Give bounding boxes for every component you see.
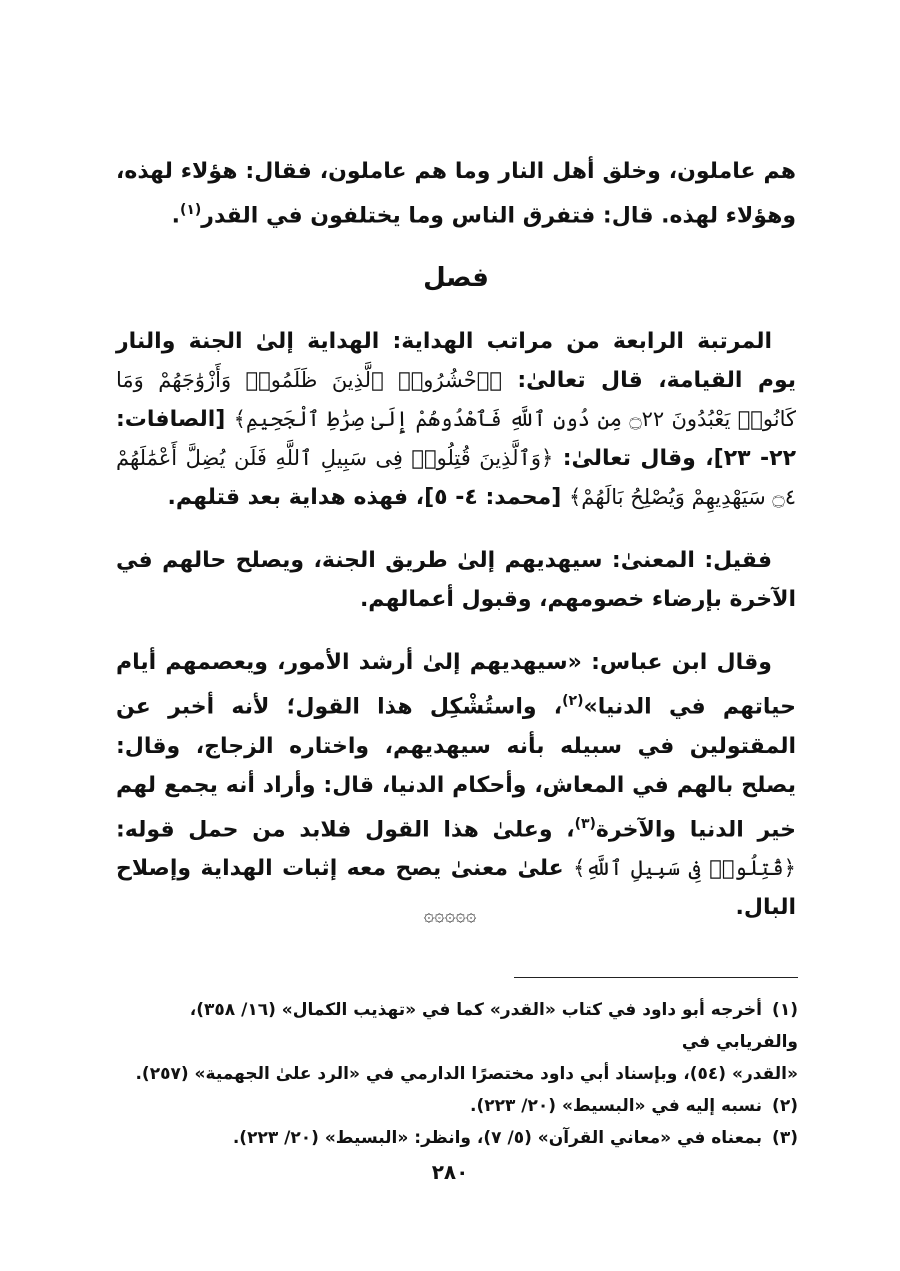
paragraph-2-text-b: [الصافات: ٢٢- ٢٣]، وقال تعالىٰ: — [116, 407, 797, 472]
footnote-1 — [116, 994, 798, 1058]
section-ornament: ۞۞۞۞۞ — [423, 905, 477, 926]
paragraph-4-text-c: ، وعلىٰ هذا القول فلابد من حمل قوله: — [116, 816, 575, 842]
footnote-2 — [116, 1090, 798, 1122]
footnote-1-continued: «القدر» (٥٤)، وبإسناد أبي داود مختصرًا الدارمي في «الرد علىٰ الجهمية» (٢٥٧). — [135, 1064, 798, 1084]
footnote-number: (١) — [772, 1000, 798, 1020]
main-text — [116, 152, 796, 951]
footnote-ref-3[interactable]: (٣) — [574, 815, 596, 832]
footnotes — [116, 994, 798, 1154]
paragraph-4-text-d: علىٰ معنىٰ يصح معه إثبات الهداية وإصلاح البال. — [116, 855, 796, 920]
footnote-number: (٣) — [772, 1128, 798, 1148]
footnote-text: بمعناه في «معاني القرآن» (٥/ ٧)، وانظر: «البسيط» (٢٠/ ٢٢٣). — [232, 1128, 762, 1148]
quran-verse-3: ﴿قُتِلُوا۟ فِى سَبِيلِ ٱللَّهِ﴾ — [573, 855, 796, 880]
footnote-divider — [514, 977, 798, 978]
section-heading: فصل — [423, 263, 489, 294]
quran-verse-1: ﴿ٱحْشُرُوا۟ ٱلَّذِينَ ظَلَمُوا۟ وَأَزْوَٰجَهُمْ وَمَا كَانُوا۟ يَعْبُدُونَ ۝٢٢ مِن دُونِ ٱللَّهِ فَٱهْدُوهُمْ إِلَىٰ صِرَٰطِ ٱلْجَحِيمِ﴾ — [116, 368, 796, 432]
footnote-3 — [116, 1122, 798, 1154]
paragraph-2-text-c: [محمد: ٤- ٥]، فهذه هداية بعد قتلهم. — [167, 485, 569, 511]
paragraph-4 — [116, 643, 796, 927]
paragraph-1-end: . — [171, 203, 180, 229]
paragraph-2-text-a: المرتبة الرابعة من مراتب الهداية: الهداية إلىٰ الجنة والنار يوم القيامة، قال تعالىٰ: — [116, 329, 796, 394]
footnote-text: أخرجه أبو داود في كتاب «القدر» كما في «تهذيب الكمال» (١٦/ ٣٥٨)، والفريابي في — [189, 1000, 798, 1052]
paragraph-2 — [116, 322, 796, 517]
paragraph-1-text: هم عاملون، وخلق أهل النار وما هم عاملون، فقال: هؤلاء لهذه، وهؤلاء لهذه. قال: فتفرق الناس وما يختلفون في القدر — [116, 159, 796, 229]
paragraph-1 — [116, 152, 796, 235]
footnote-ref-1[interactable]: (١) — [179, 202, 202, 218]
footnote-text: نسبه إليه في «البسيط» (٢٠/ ٢٢٣). — [469, 1096, 762, 1116]
page-number: ٢٨٠ — [431, 1160, 469, 1184]
quran-verse-2: ﴿وَٱلَّذِينَ قُتِلُوا۟ فِى سَبِيلِ ٱللَّهِ فَلَن يُضِلَّ أَعْمَٰلَهُمْ ۝٤ سَيَهْدِيهِمْ وَيُصْلِحُ بَالَهُمْ﴾ — [116, 446, 796, 510]
footnote-number: (٢) — [772, 1096, 798, 1116]
paragraph-4-text-a: وقال ابن عباس: «سيهديهم إلىٰ أرشد الأمور، ويعصمهم أيام حياتهم في الدنيا» — [116, 650, 796, 720]
paragraph-4-text-b: ، واستُشْكِل هذا القول؛ لأنه أخبر عن المقتولين في سبيله بأنه سيهديهم، واختاره الزجاج، وقال: يصلح بالهم في المعاش، وأحكام الدنيا، قال: وأراد أنه يجمع لهم خير الدنيا والآخرة — [116, 694, 796, 842]
paragraph-3: فقيل: المعنىٰ: سيهديهم إلىٰ طريق الجنة، ويصلح حالهم في الآخرة بإرضاء خصومهم، وقبول أعمالهم. — [116, 548, 796, 613]
footnote-ref-2[interactable]: (٢) — [562, 693, 584, 710]
